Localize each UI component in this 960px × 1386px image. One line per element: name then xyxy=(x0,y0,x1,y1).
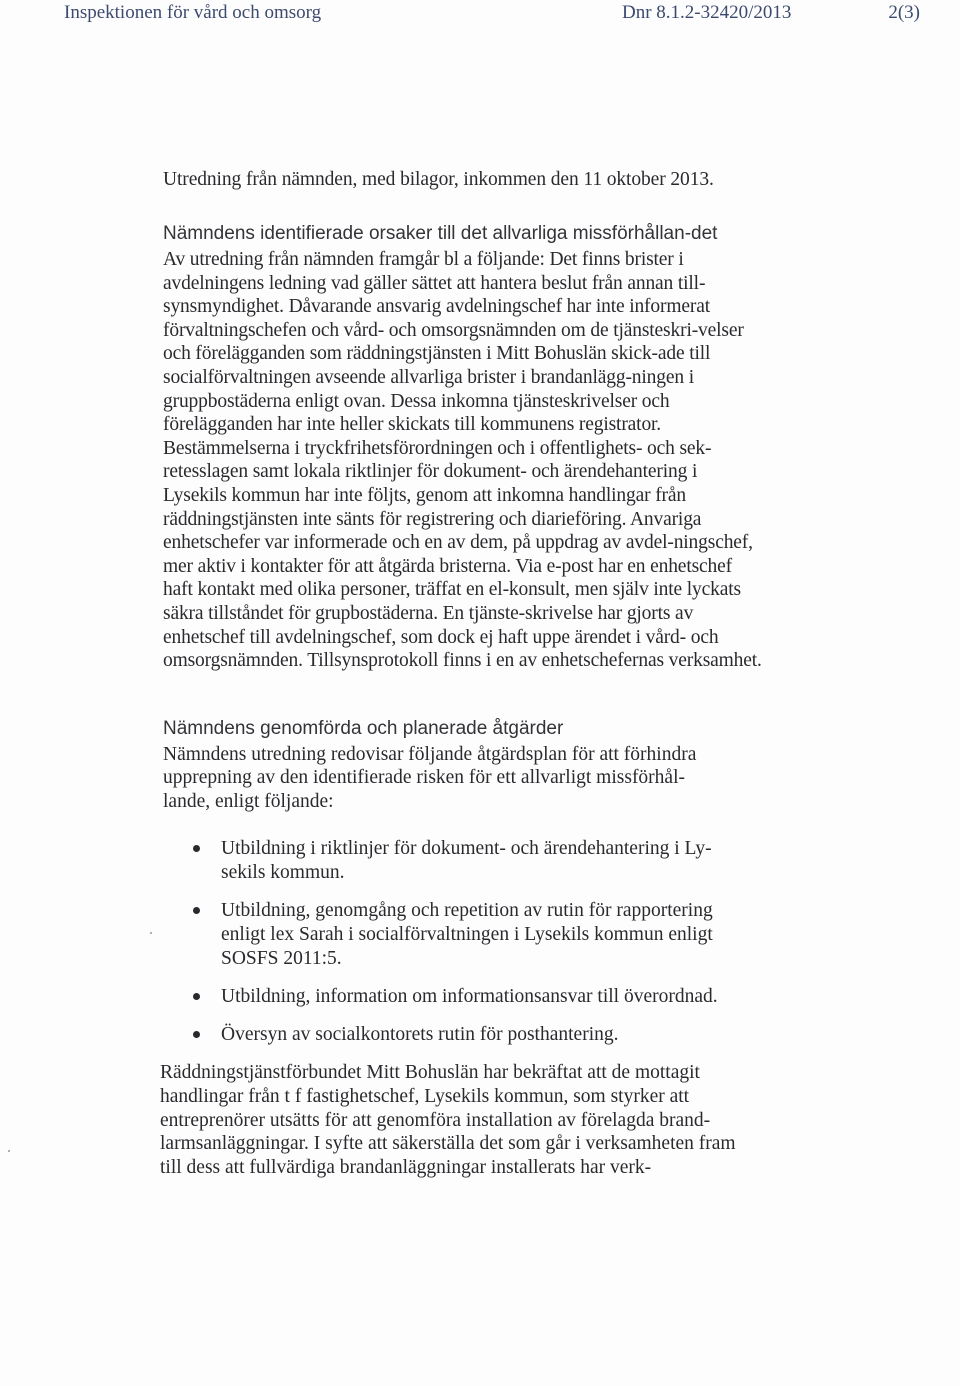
header-case-number: Dnr 8.1.2-32420/2013 xyxy=(622,2,792,23)
bullet-icon xyxy=(193,845,200,852)
list-item xyxy=(163,899,741,971)
bullet-icon xyxy=(193,907,200,914)
scan-speck xyxy=(8,1150,10,1152)
section-heading-causes: Nämndens identifierade orsaker till det allvarliga missförhållan-det xyxy=(163,223,718,244)
list-item xyxy=(163,985,741,1009)
measures-list xyxy=(163,837,763,1047)
section-heading-measures: Nämndens genomförda och planerade åtgärder xyxy=(163,717,564,739)
intro-paragraph: Utredning från nämnden, med bilagor, inkommen den 11 oktober 2013. xyxy=(163,169,714,190)
bullet-icon xyxy=(193,993,200,1000)
bullet-icon xyxy=(193,1031,200,1038)
document-body xyxy=(160,168,763,1179)
list-item xyxy=(163,1023,741,1047)
list-item-text: Utbildning, information om informationsansvar till överordnad. xyxy=(221,986,718,1008)
list-item xyxy=(163,837,741,885)
header-page-number: 2(3) xyxy=(888,2,920,23)
measures-paragraph: Nämndens utredning redovisar följande åtgärdsplan för att förhindra upprepning av den identifierade risken för ett allvarligt missförhål-lande, enligt följande: xyxy=(163,743,697,812)
list-item-text: Översyn av socialkontorets rutin för posthantering. xyxy=(221,1024,619,1046)
list-item-text: Utbildning i riktlinjer för dokument- och ärendehantering i Ly-sekils kommun. xyxy=(221,838,712,884)
scan-speck xyxy=(150,932,152,934)
list-item-text: Utbildning, genomgång och repetition av rutin för rapportering enligt lex Sarah i socialförvaltningen i Lysekils kommun enligt SOSFS 2011:5. xyxy=(221,900,713,970)
page-header xyxy=(64,2,924,30)
causes-paragraph: Av utredning från nämnden framgår bl a följande: Det finns brister i avdelningens ledning vad gäller sättet att hantera beslut från annan till-synsmyndighet. Dåvarande ansvarig avdelningschef har inte informerat förvaltningschefen och vård- och omsorgsnämnden om de tjänsteskri-velser och förelägganden som räddningstjänsten i Mitt Bohuslän skick-ade till socialförvaltningen avseende allvarliga brister i brandanlägg-ningen i gruppbostäderna enligt ovan. Dessa inkomna tjänsteskrivelser och förelägganden har inte heller skickats till kommunens registrator. Bestämmelserna i tryckfrihetsförordningen och i offentlighets- och sek-retesslagen samt lokala riktlinjer för dokument- och ärendehantering i Lysekils kommun har inte följts, genom att inkomna handlingar från räddningstjänsten inte sänts för registrering och diarieföring. Anvariga enhetschefer var informerade och en av dem, på uppdrag av avdel-ningschef, mer aktiv i kontakter för att åtgärda bristerna. Via e-post har en enhetschef haft kontakt med olika personer, träffat en el-konsult, men själv inte lyckats säkra tillståndet för grupbostäderna. En tjänste-skrivelse har gjorts av enhetschef till avdelningschef, som dock ej haft uppe ärendet i vård- och omsorgsnämnden. Tillsynsprotokoll finns i en av enhetschefernas verksamhet. xyxy=(163,249,762,672)
closing-paragraph: Räddningstjänstförbundet Mitt Bohuslän har bekräftat att de mottagit handlingar från t f fastighetschef, Lysekils kommun, som styrker att entreprenörer utsätts för att genomföra installation av förelagda brand-larmsanläggningar. I syfte att säkerställa det som går i verksamheten fram till dess att fullvärdiga brandanläggningar installerats har verk- xyxy=(160,1062,736,1178)
header-organization: Inspektionen för vård och omsorg xyxy=(64,2,322,23)
